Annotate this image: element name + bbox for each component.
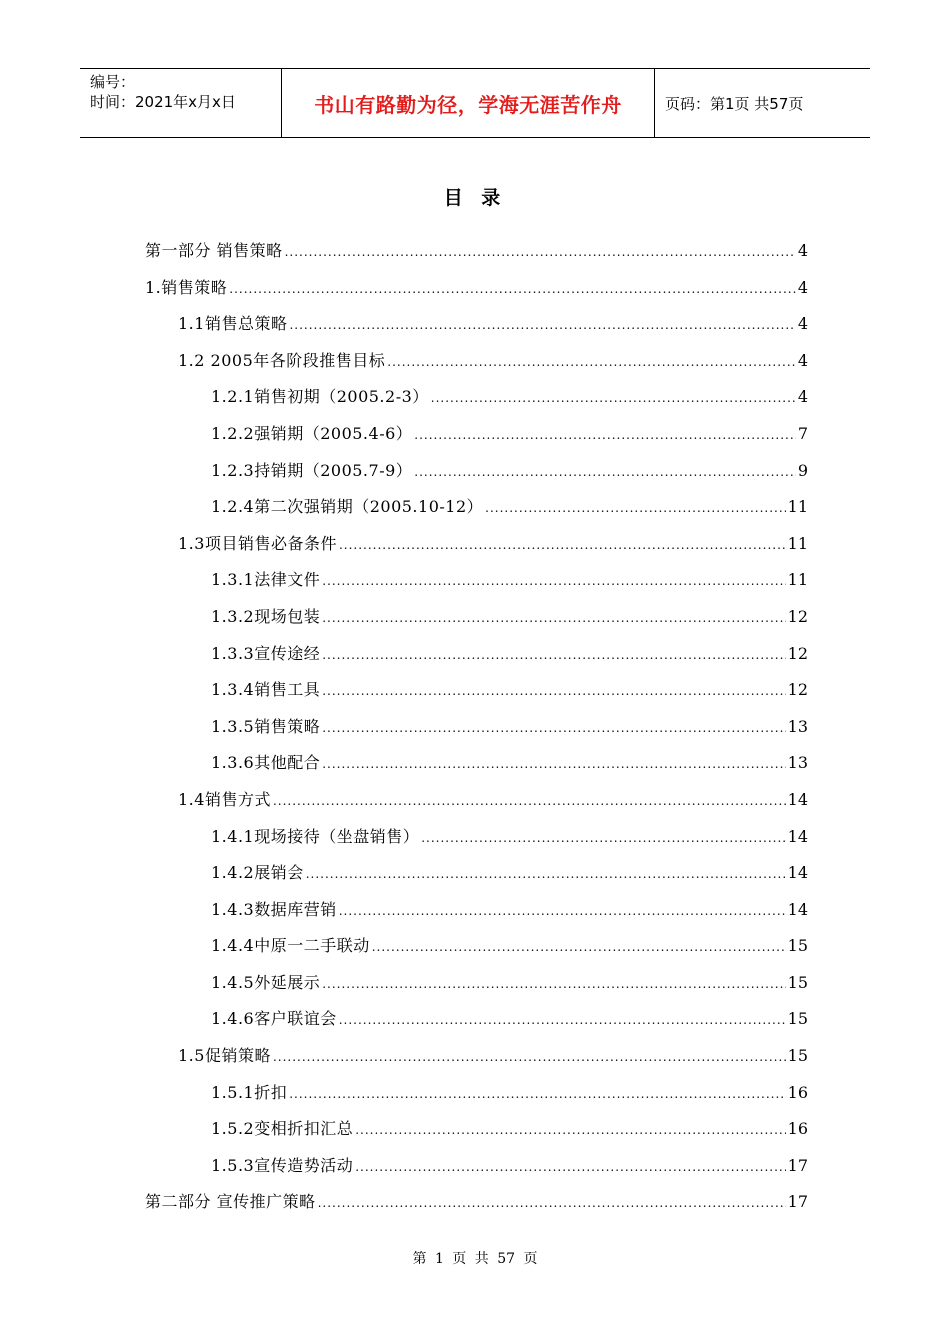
toc-entry[interactable] (145, 1153, 808, 1190)
header-meta (80, 69, 281, 137)
toc-entry[interactable] (145, 531, 808, 568)
toc-entry-label: 第二部分 宣传推广策略 (145, 1192, 316, 1212)
toc-dot-leader (387, 355, 796, 369)
toc-entry-page: 17 (787, 1155, 808, 1175)
toc-entry-page: 17 (787, 1192, 808, 1212)
toc-dot-leader (289, 1087, 785, 1101)
toc-entry-label: 1.5.2变相折扣汇总 (211, 1119, 354, 1139)
toc-dot-leader (414, 428, 796, 442)
toc-dot-leader (431, 391, 796, 405)
toc-entry-label: 1.2.1销售初期（2005.2-3） (211, 387, 429, 407)
toc-entry-label: 1.4销售方式 (178, 789, 271, 809)
toc-entry[interactable] (145, 348, 808, 385)
toc-dot-leader (289, 318, 795, 332)
toc-entry-label: 1.4.6客户联谊会 (211, 1009, 337, 1029)
toc-entry[interactable] (145, 933, 808, 970)
toc-entry-page: 15 (787, 1046, 808, 1066)
toc-entry[interactable] (145, 970, 808, 1007)
toc-entry[interactable] (145, 384, 808, 421)
toc-entry[interactable] (145, 1080, 808, 1117)
toc-entry[interactable] (145, 1043, 808, 1080)
toc-entry-page: 4 (797, 314, 808, 334)
toc-entry-page: 4 (797, 387, 808, 407)
toc-entry-page: 14 (787, 826, 808, 846)
toc-entry-page: 4 (797, 241, 808, 260)
toc-entry-label: 1.2.3持销期（2005.7-9） (211, 460, 413, 480)
toc-title: 目 录 (443, 187, 507, 209)
toc-entry-label: 1.3.5销售策略 (211, 716, 321, 736)
toc-entry[interactable] (145, 750, 808, 787)
toc-dot-leader (322, 977, 785, 991)
page-header (80, 68, 870, 138)
toc-entry-page: 15 (787, 936, 808, 956)
toc-entry-page: 11 (787, 570, 808, 590)
toc-entry[interactable] (145, 458, 808, 495)
toc-entry-page: 13 (787, 716, 808, 736)
toc-entry-label: 1.4.4中原一二手联动 (211, 936, 370, 956)
toc-dot-leader (339, 1013, 786, 1027)
toc-entry-label: 第一部分 销售策略 (145, 241, 283, 260)
toc-entry-label: 1.5.3宣传造势活动 (211, 1155, 354, 1175)
toc-entry-page: 14 (787, 789, 808, 809)
toc-dot-leader (322, 684, 785, 698)
toc-entry-page: 4 (797, 277, 808, 297)
toc-entry-page: 14 (787, 899, 808, 919)
document-number-label: 编号： (90, 73, 136, 91)
toc-entry-label: 1.2.2强销期（2005.4-6） (211, 423, 413, 443)
toc-entry[interactable] (145, 1189, 808, 1226)
toc-dot-leader (339, 538, 786, 552)
toc-entry[interactable] (145, 421, 808, 458)
toc-entry-page: 16 (787, 1082, 808, 1102)
toc-entry[interactable] (145, 714, 808, 751)
toc-entry-label: 1.2.4第二次强销期（2005.10-12） (211, 497, 484, 517)
toc-entry-page: 11 (787, 497, 808, 517)
toc-entry-label: 1.4.3数据库营销 (211, 899, 337, 919)
toc-dot-leader (322, 757, 785, 771)
toc-dot-leader (273, 794, 786, 808)
toc-entry-label: 1.5.1折扣 (211, 1082, 288, 1102)
toc-entry-label: 1.1销售总策略 (178, 314, 288, 334)
toc-dot-leader (339, 904, 786, 918)
toc-entry-page: 12 (787, 606, 808, 626)
toc-entry[interactable] (145, 604, 808, 641)
toc-entry-page: 13 (787, 753, 808, 773)
toc-entry-page: 11 (787, 533, 808, 553)
toc-entry[interactable] (145, 860, 808, 897)
toc-entry-label: 1.3.1法律文件 (211, 570, 321, 590)
toc-entry[interactable] (145, 311, 808, 348)
toc-entry[interactable] (145, 238, 808, 275)
toc-entry-label: 1.销售策略 (145, 277, 228, 297)
toc-entry[interactable] (145, 641, 808, 678)
toc-entry-label: 1.4.5外延展示 (211, 972, 321, 992)
header-motto: 书山有路勤为径，学海无涯苦作舟 (281, 69, 655, 137)
toc-entry[interactable] (145, 275, 808, 312)
toc-entry[interactable] (145, 1006, 808, 1043)
toc-entry-label: 1.3.3宣传途经 (211, 643, 321, 663)
toc-dot-leader (322, 648, 785, 662)
toc-dot-leader (229, 282, 796, 296)
toc-entry-label: 1.3.4销售工具 (211, 680, 321, 700)
document-time-label: 时间：2021年x月x日 (90, 93, 236, 111)
toc-entry-label: 1.2 2005年各阶段推售目标 (178, 350, 386, 370)
toc-entry[interactable] (145, 1116, 808, 1153)
toc-entry-label: 1.3.6其他配合 (211, 753, 321, 773)
toc-dot-leader (322, 574, 785, 588)
page-footer: 第 1 页 共 57 页 (412, 1251, 538, 1267)
toc-dot-leader (355, 1123, 785, 1137)
toc-entry-page: 15 (787, 972, 808, 992)
toc-entry[interactable] (145, 494, 808, 531)
toc-dot-leader (414, 465, 796, 479)
toc-dot-leader (318, 1196, 786, 1210)
toc-entry-page: 12 (787, 680, 808, 700)
toc-dot-leader (322, 721, 785, 735)
toc-entry-page: 9 (797, 460, 808, 480)
toc-entry[interactable] (145, 824, 808, 861)
toc-entry[interactable] (145, 677, 808, 714)
toc-entry-label: 1.5促销策略 (178, 1046, 271, 1066)
toc-entry-page: 16 (787, 1119, 808, 1139)
toc-entry-page: 4 (797, 350, 808, 370)
toc-dot-leader (306, 867, 786, 881)
toc-dot-leader (485, 501, 785, 515)
toc-dot-leader (355, 1160, 785, 1174)
toc-entry-label: 1.3项目销售必备条件 (178, 533, 337, 553)
toc-dot-leader (421, 831, 785, 845)
toc-entry[interactable] (145, 567, 808, 604)
toc-entry-page: 7 (797, 423, 808, 443)
toc-entry[interactable] (145, 787, 808, 824)
toc-entry-label: 1.4.1现场接待（坐盘销售） (211, 826, 420, 846)
toc-dot-leader (273, 1050, 786, 1064)
toc-dot-leader (285, 245, 796, 259)
toc-dot-leader (322, 611, 785, 625)
header-page-info: 页码：第1页 共57页 (665, 94, 804, 113)
toc-entry-label: 1.3.2现场包装 (211, 606, 321, 626)
toc-entry-page: 14 (787, 863, 808, 883)
table-of-contents (145, 238, 808, 1226)
toc-entry[interactable] (145, 897, 808, 934)
toc-dot-leader (372, 940, 786, 954)
toc-entry-page: 12 (787, 643, 808, 663)
toc-entry-page: 15 (787, 1009, 808, 1029)
toc-entry-label: 1.4.2展销会 (211, 863, 304, 883)
